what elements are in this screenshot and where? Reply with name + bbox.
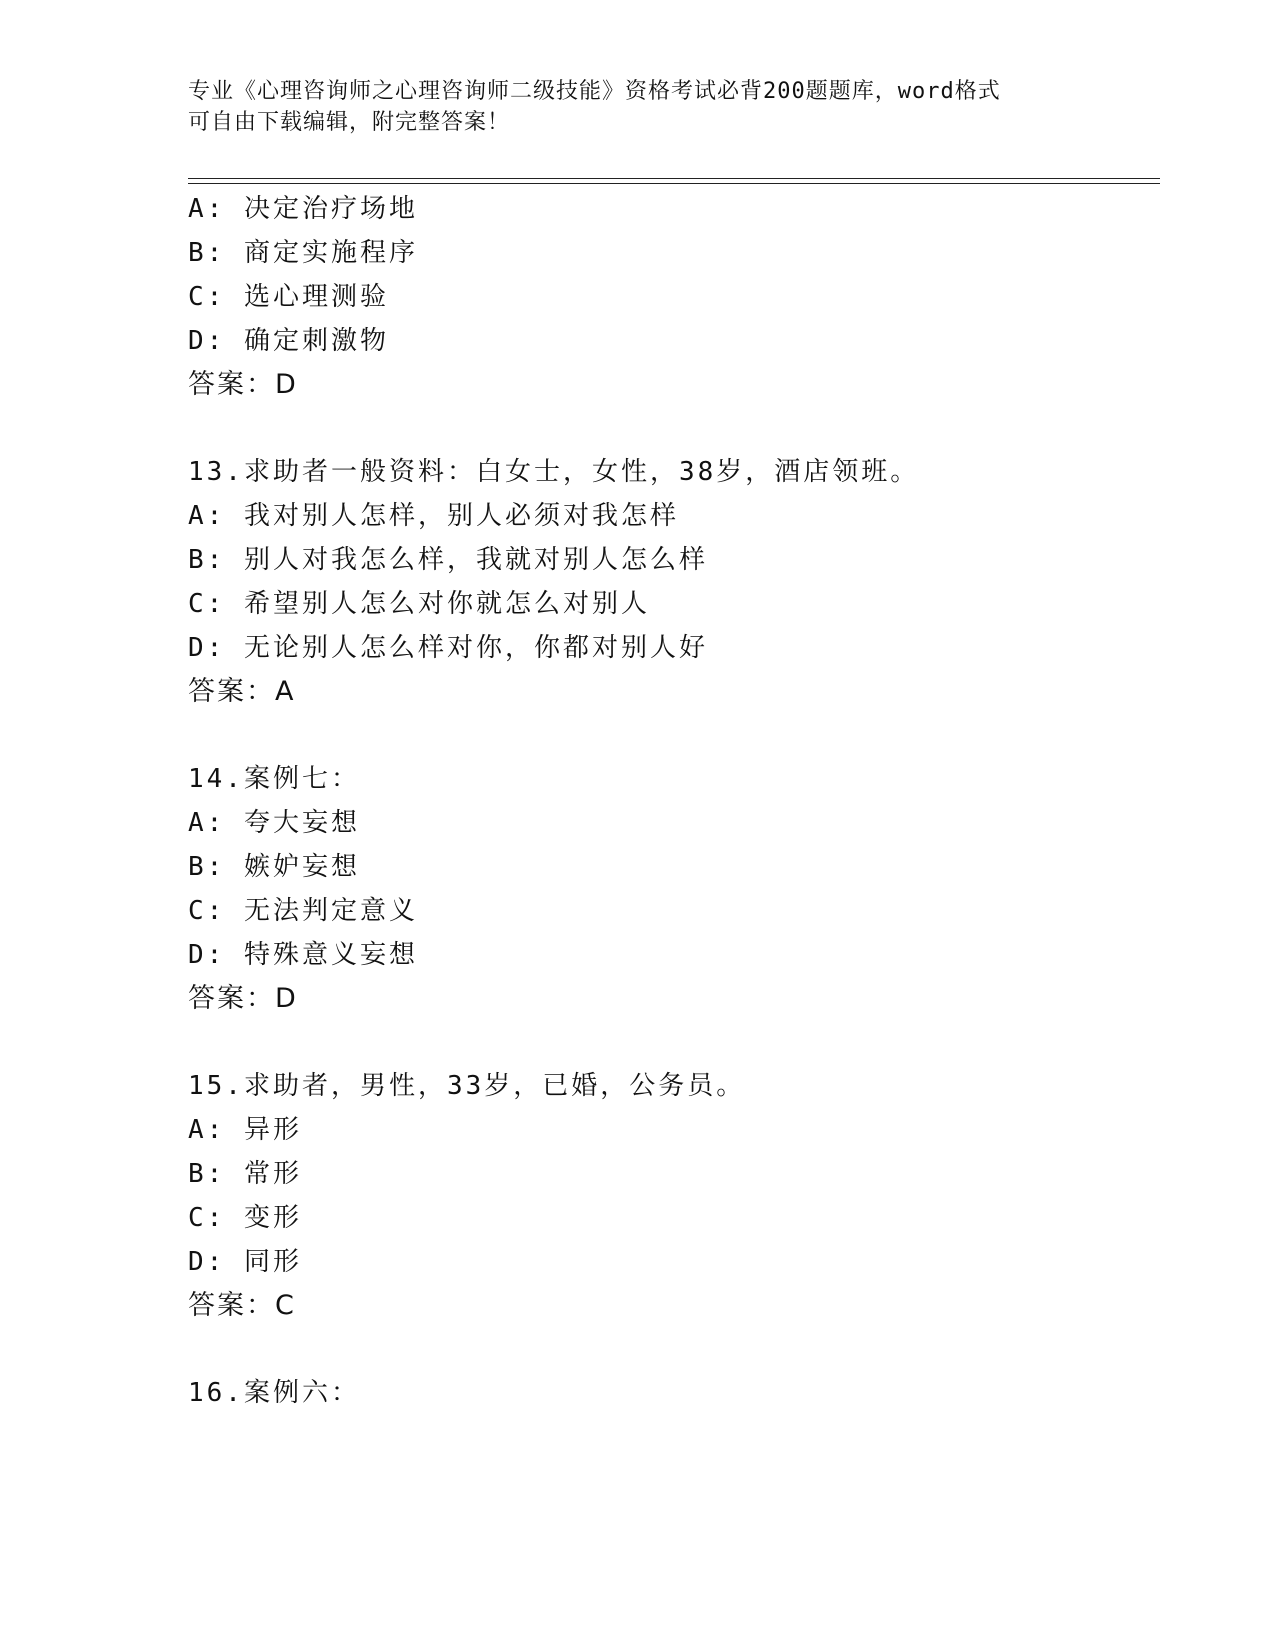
q13-stem: 13.求助者一般资料：白女士，女性，38岁，酒店领班。 [188, 457, 920, 487]
q15-option-c: C: 变形 [188, 1203, 302, 1233]
q15-answer: 答案：C [188, 1290, 296, 1321]
q15-stem: 15.求助者，男性，33岁，已婚，公务员。 [188, 1071, 746, 1101]
q12-answer: 答案：D [188, 369, 298, 400]
q14-answer: 答案：D [188, 983, 298, 1014]
q15-option-b: B: 常形 [188, 1159, 302, 1189]
q13-option-d: D: 无论别人怎么样对你，你都对别人好 [188, 633, 708, 663]
document-header: 专业《心理咨询师之心理咨询师二级技能》资格考试必背200题题库，word格式 可自由下载编辑，附完整答案！ [188, 79, 1001, 135]
q12-option-a: A: 决定治疗场地 [188, 194, 418, 224]
q15-option-d: D: 同形 [188, 1247, 302, 1277]
q12-option-b: B: 商定实施程序 [188, 238, 418, 268]
q14-option-a: A: 夸大妄想 [188, 808, 360, 838]
q12-option-c: C: 选心理测验 [188, 282, 389, 312]
header-rule-bottom [188, 183, 1160, 184]
header-rule-top [188, 178, 1160, 179]
q14-stem: 14.案例七： [188, 764, 360, 794]
q14-option-c: C: 无法判定意义 [188, 896, 418, 926]
q13-answer: 答案：A [188, 676, 296, 707]
q14-option-b: B: 嫉妒妄想 [188, 852, 360, 882]
q16-stem: 16.案例六： [188, 1378, 360, 1408]
q12-option-d: D: 确定刺激物 [188, 326, 389, 356]
q14-option-d: D: 特殊意义妄想 [188, 940, 418, 970]
q15-option-a: A: 异形 [188, 1115, 302, 1145]
q13-option-c: C: 希望别人怎么对你就怎么对别人 [188, 589, 650, 619]
q13-option-b: B: 别人对我怎么样，我就对别人怎么样 [188, 545, 708, 575]
q13-option-a: A: 我对别人怎样，别人必须对我怎样 [188, 501, 679, 531]
